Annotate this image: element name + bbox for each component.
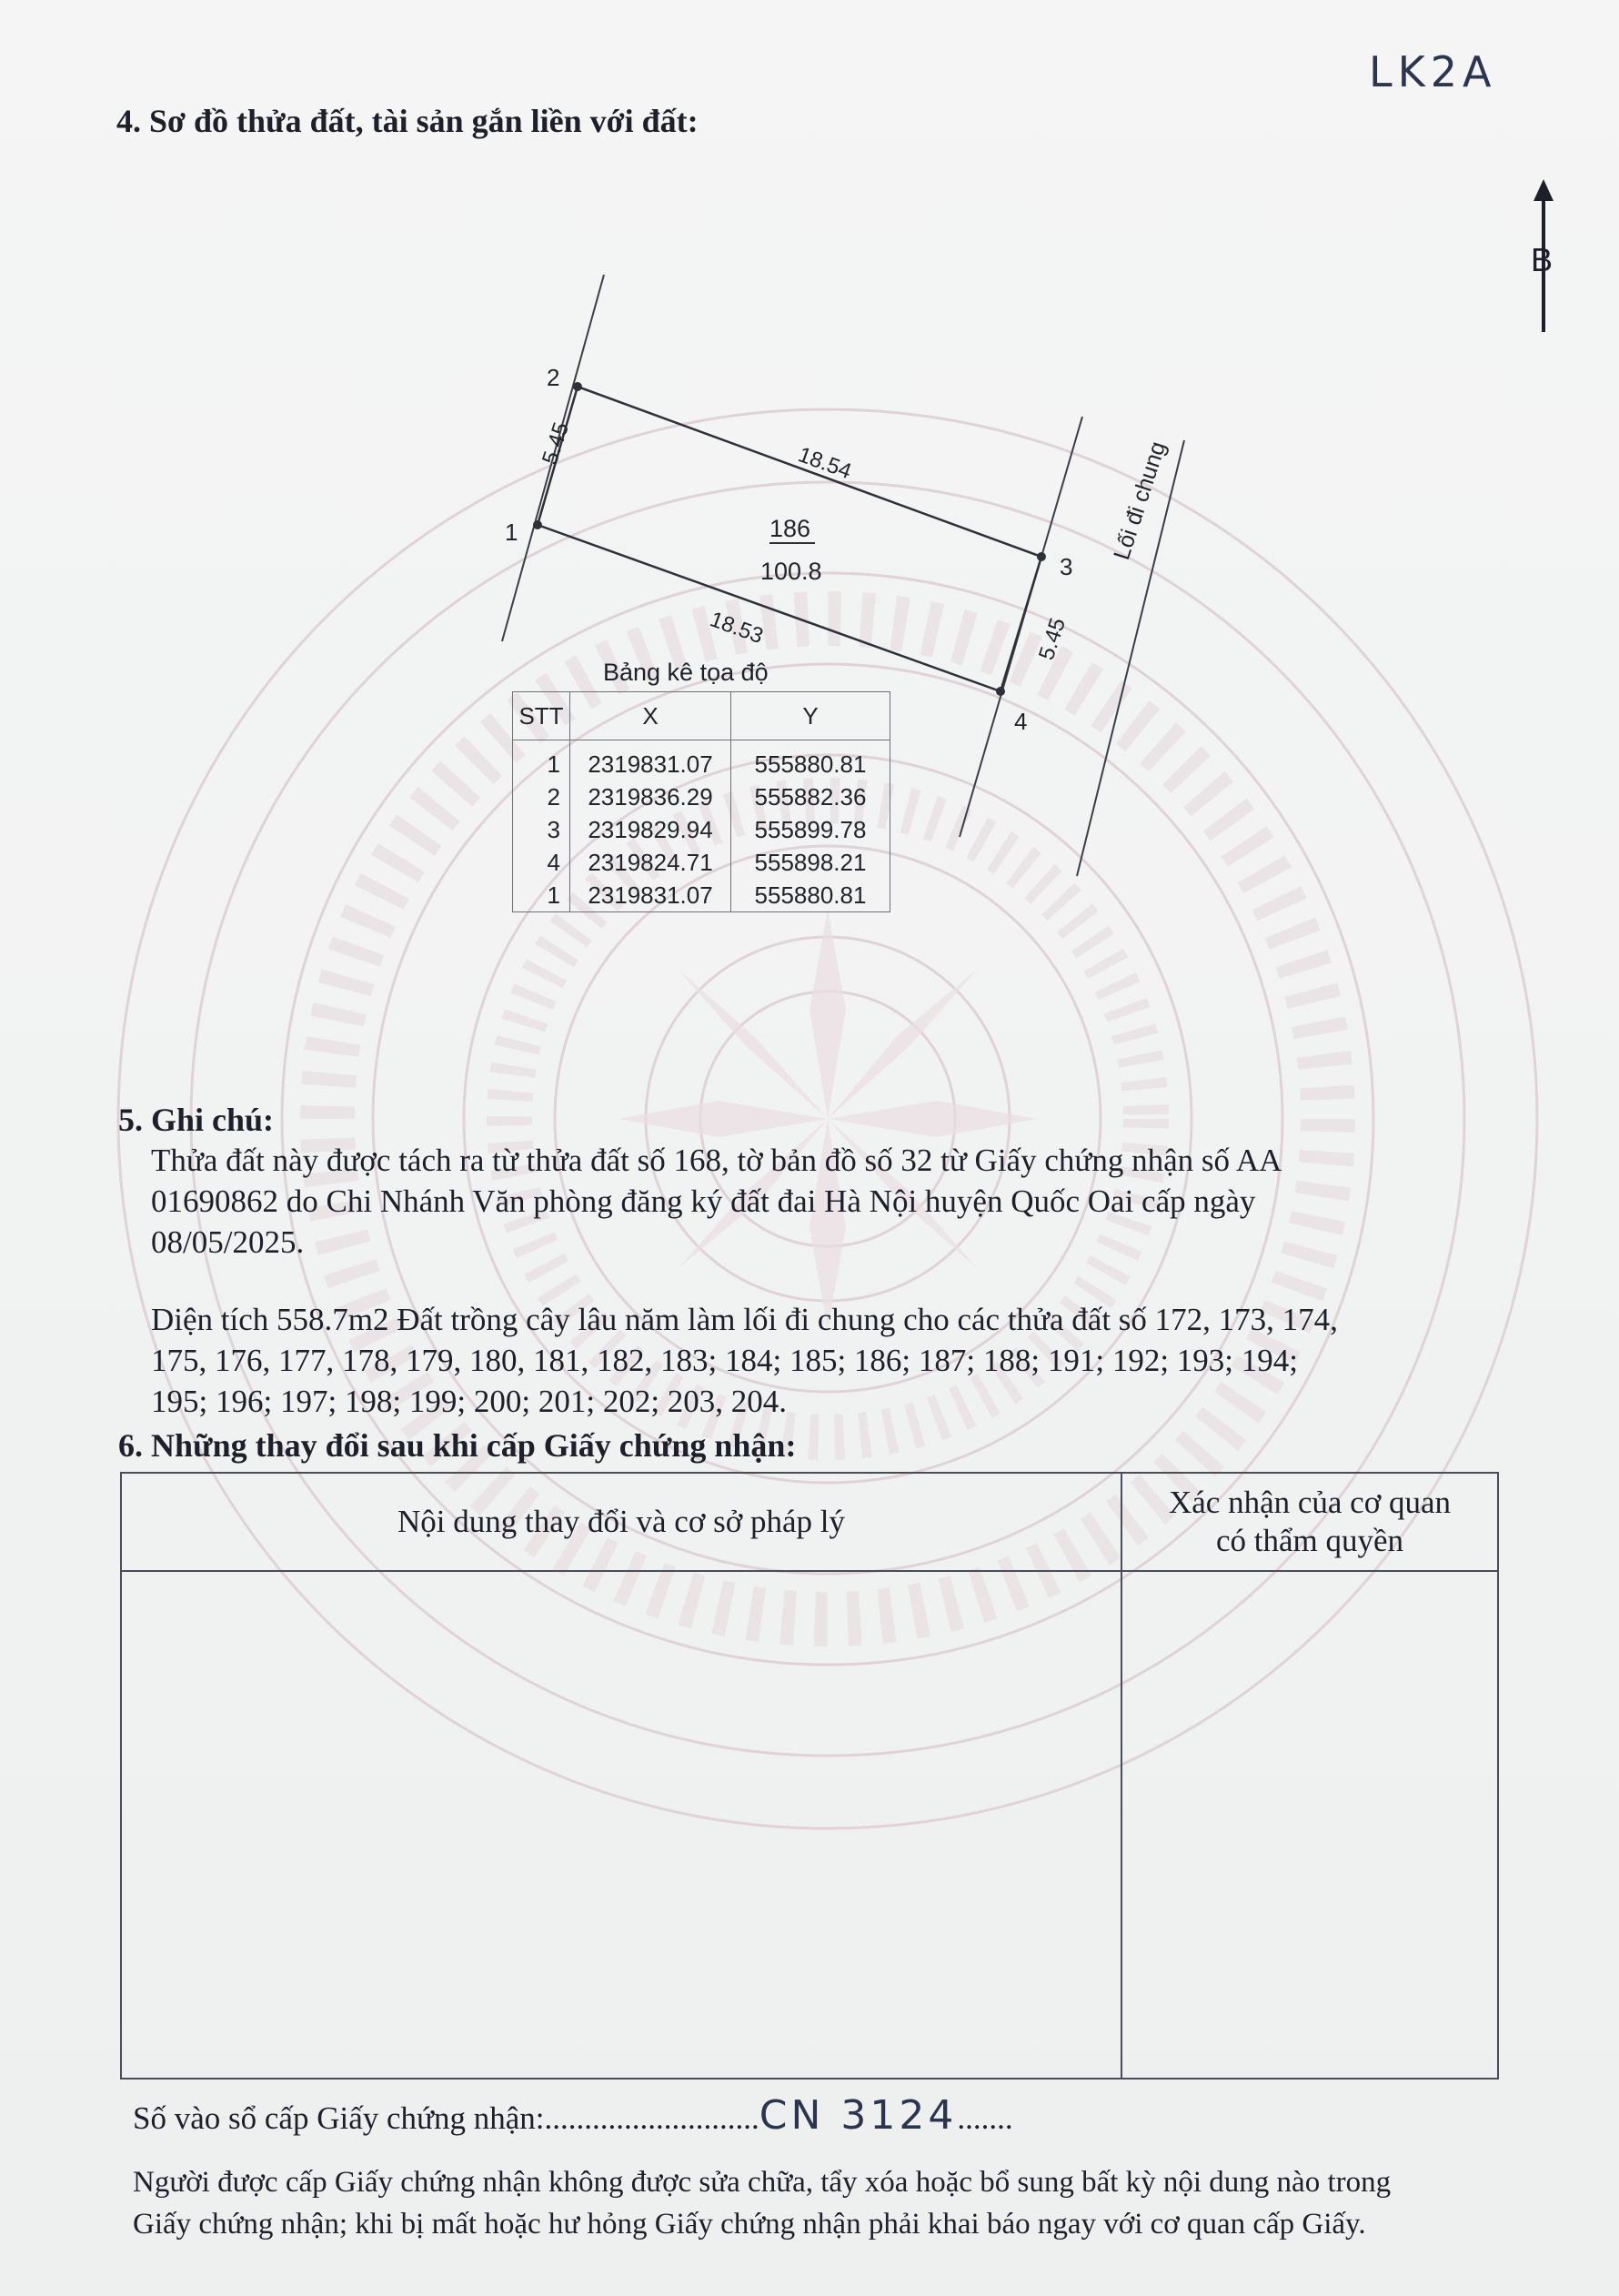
disclaimer-line: Người được cấp Giấy chứng nhận không được sửa chữa, tẩy xóa hoặc bổ sung bất kỳ nội dung nào trong [133, 2166, 1392, 2199]
coords-header-stt: STT [513, 692, 570, 740]
coord-stt: 3 [513, 813, 570, 846]
table-row [513, 780, 890, 813]
changes-content-cell [121, 1571, 1121, 2079]
coord-x: 2319831.07 [570, 879, 731, 912]
coord-x: 2319824.71 [570, 846, 731, 879]
note-line: Diện tích 558.7m2 Đất trồng cây lâu năm làm lối đi chung cho các thửa đất số 172, 173, 174, [151, 1302, 1338, 1337]
table-row [513, 879, 890, 912]
coord-stt: 2 [513, 780, 570, 813]
coord-stt: 1 [513, 879, 570, 912]
coord-x: 2319831.07 [570, 740, 731, 781]
coord-x: 2319829.94 [570, 813, 731, 846]
parcel-area: 100.8 [760, 558, 822, 585]
coords-table [512, 691, 890, 912]
changes-table [120, 1472, 1499, 2079]
registry-label: Số vào sổ cấp Giấy chứng nhận: [133, 2100, 545, 2136]
coord-y: 555882.36 [731, 780, 890, 813]
registry-dots-after: ....... [957, 2100, 1013, 2136]
side-length-1-2: 5.45 [538, 419, 575, 468]
vertex-label-4: 4 [1014, 708, 1028, 735]
changes-table-header [121, 1473, 1498, 1571]
section4-heading: 4. Sơ đồ thửa đất, tài sản gắn liền với đất: [116, 103, 699, 139]
note-line: 175, 176, 177, 178, 179, 180, 181, 182, 183; 184; 185; 186; 187; 188; 191; 192; 193; 194; [151, 1343, 1298, 1378]
side-length-4-1: 18.53 [706, 607, 767, 650]
coord-y: 555880.81 [731, 740, 890, 781]
confirmation-header-line1: Xác nhận của cơ quan [1168, 1485, 1452, 1520]
confirmation-header-line2: có thẩm quyền [1215, 1523, 1404, 1558]
north-label: B [1531, 241, 1554, 278]
table-row [513, 846, 890, 879]
changes-table-body [121, 1571, 1498, 2079]
note-line: 08/05/2025. [151, 1224, 305, 1260]
section5-heading: 5. Ghi chú: [118, 1102, 275, 1138]
coords-header-y: Y [731, 692, 890, 740]
side-length-3-4: 5.45 [1034, 615, 1071, 663]
road-label: Lối đi chung [1109, 438, 1172, 563]
disclaimer [133, 2161, 1391, 2245]
disclaimer-line: Giấy chứng nhận; khi bị mất hoặc hư hỏng Giấy chứng nhận phải khai báo ngay với cơ quan cấp Giấy. [133, 2208, 1366, 2241]
coord-y: 555880.81 [731, 879, 890, 912]
note-paragraph-1 [151, 1140, 1282, 1263]
coord-y: 555898.21 [731, 846, 890, 879]
side-length-2-3: 18.54 [794, 442, 855, 485]
note-line: 01690862 do Chi Nhánh Văn phòng đăng ký đất đai Hà Nội huyện Quốc Oai cấp ngày [151, 1183, 1256, 1219]
changes-header-confirmation [1121, 1473, 1498, 1571]
registry-number: CN 3124 [759, 2092, 958, 2139]
note-line: 195; 196; 197; 198; 199; 200; 201; 202; 203, 204. [151, 1384, 788, 1419]
note-paragraph-2 [151, 1299, 1338, 1422]
parcel-number: 186 [769, 515, 811, 542]
coords-table-title: Bảng kê tọa độ [603, 659, 769, 686]
table-row [513, 813, 890, 846]
changes-header-content: Nội dung thay đổi và cơ sở pháp lý [121, 1473, 1121, 1571]
changes-confirmation-cell [1121, 1571, 1498, 2079]
note-line: Thửa đất này được tách ra từ thửa đất số 168, tờ bản đồ số 32 từ Giấy chứng nhận số AA [151, 1143, 1282, 1178]
vertex-label-3: 3 [1060, 553, 1073, 580]
registry-line [133, 2092, 1013, 2139]
coord-x: 2319836.29 [570, 780, 731, 813]
table-row [513, 740, 890, 781]
vertex-label-1: 1 [505, 519, 518, 546]
vertex-label-2: 2 [547, 364, 560, 391]
coord-y: 555899.78 [731, 813, 890, 846]
coord-stt: 4 [513, 846, 570, 879]
coords-table-header [513, 692, 890, 740]
registry-dots-before: ........................... [544, 2100, 759, 2136]
handwritten-code: LK2A [1369, 47, 1497, 96]
section6-heading: 6. Những thay đổi sau khi cấp Giấy chứng nhận: [118, 1427, 797, 1464]
coords-header-x: X [570, 692, 731, 740]
coord-stt: 1 [513, 740, 570, 781]
